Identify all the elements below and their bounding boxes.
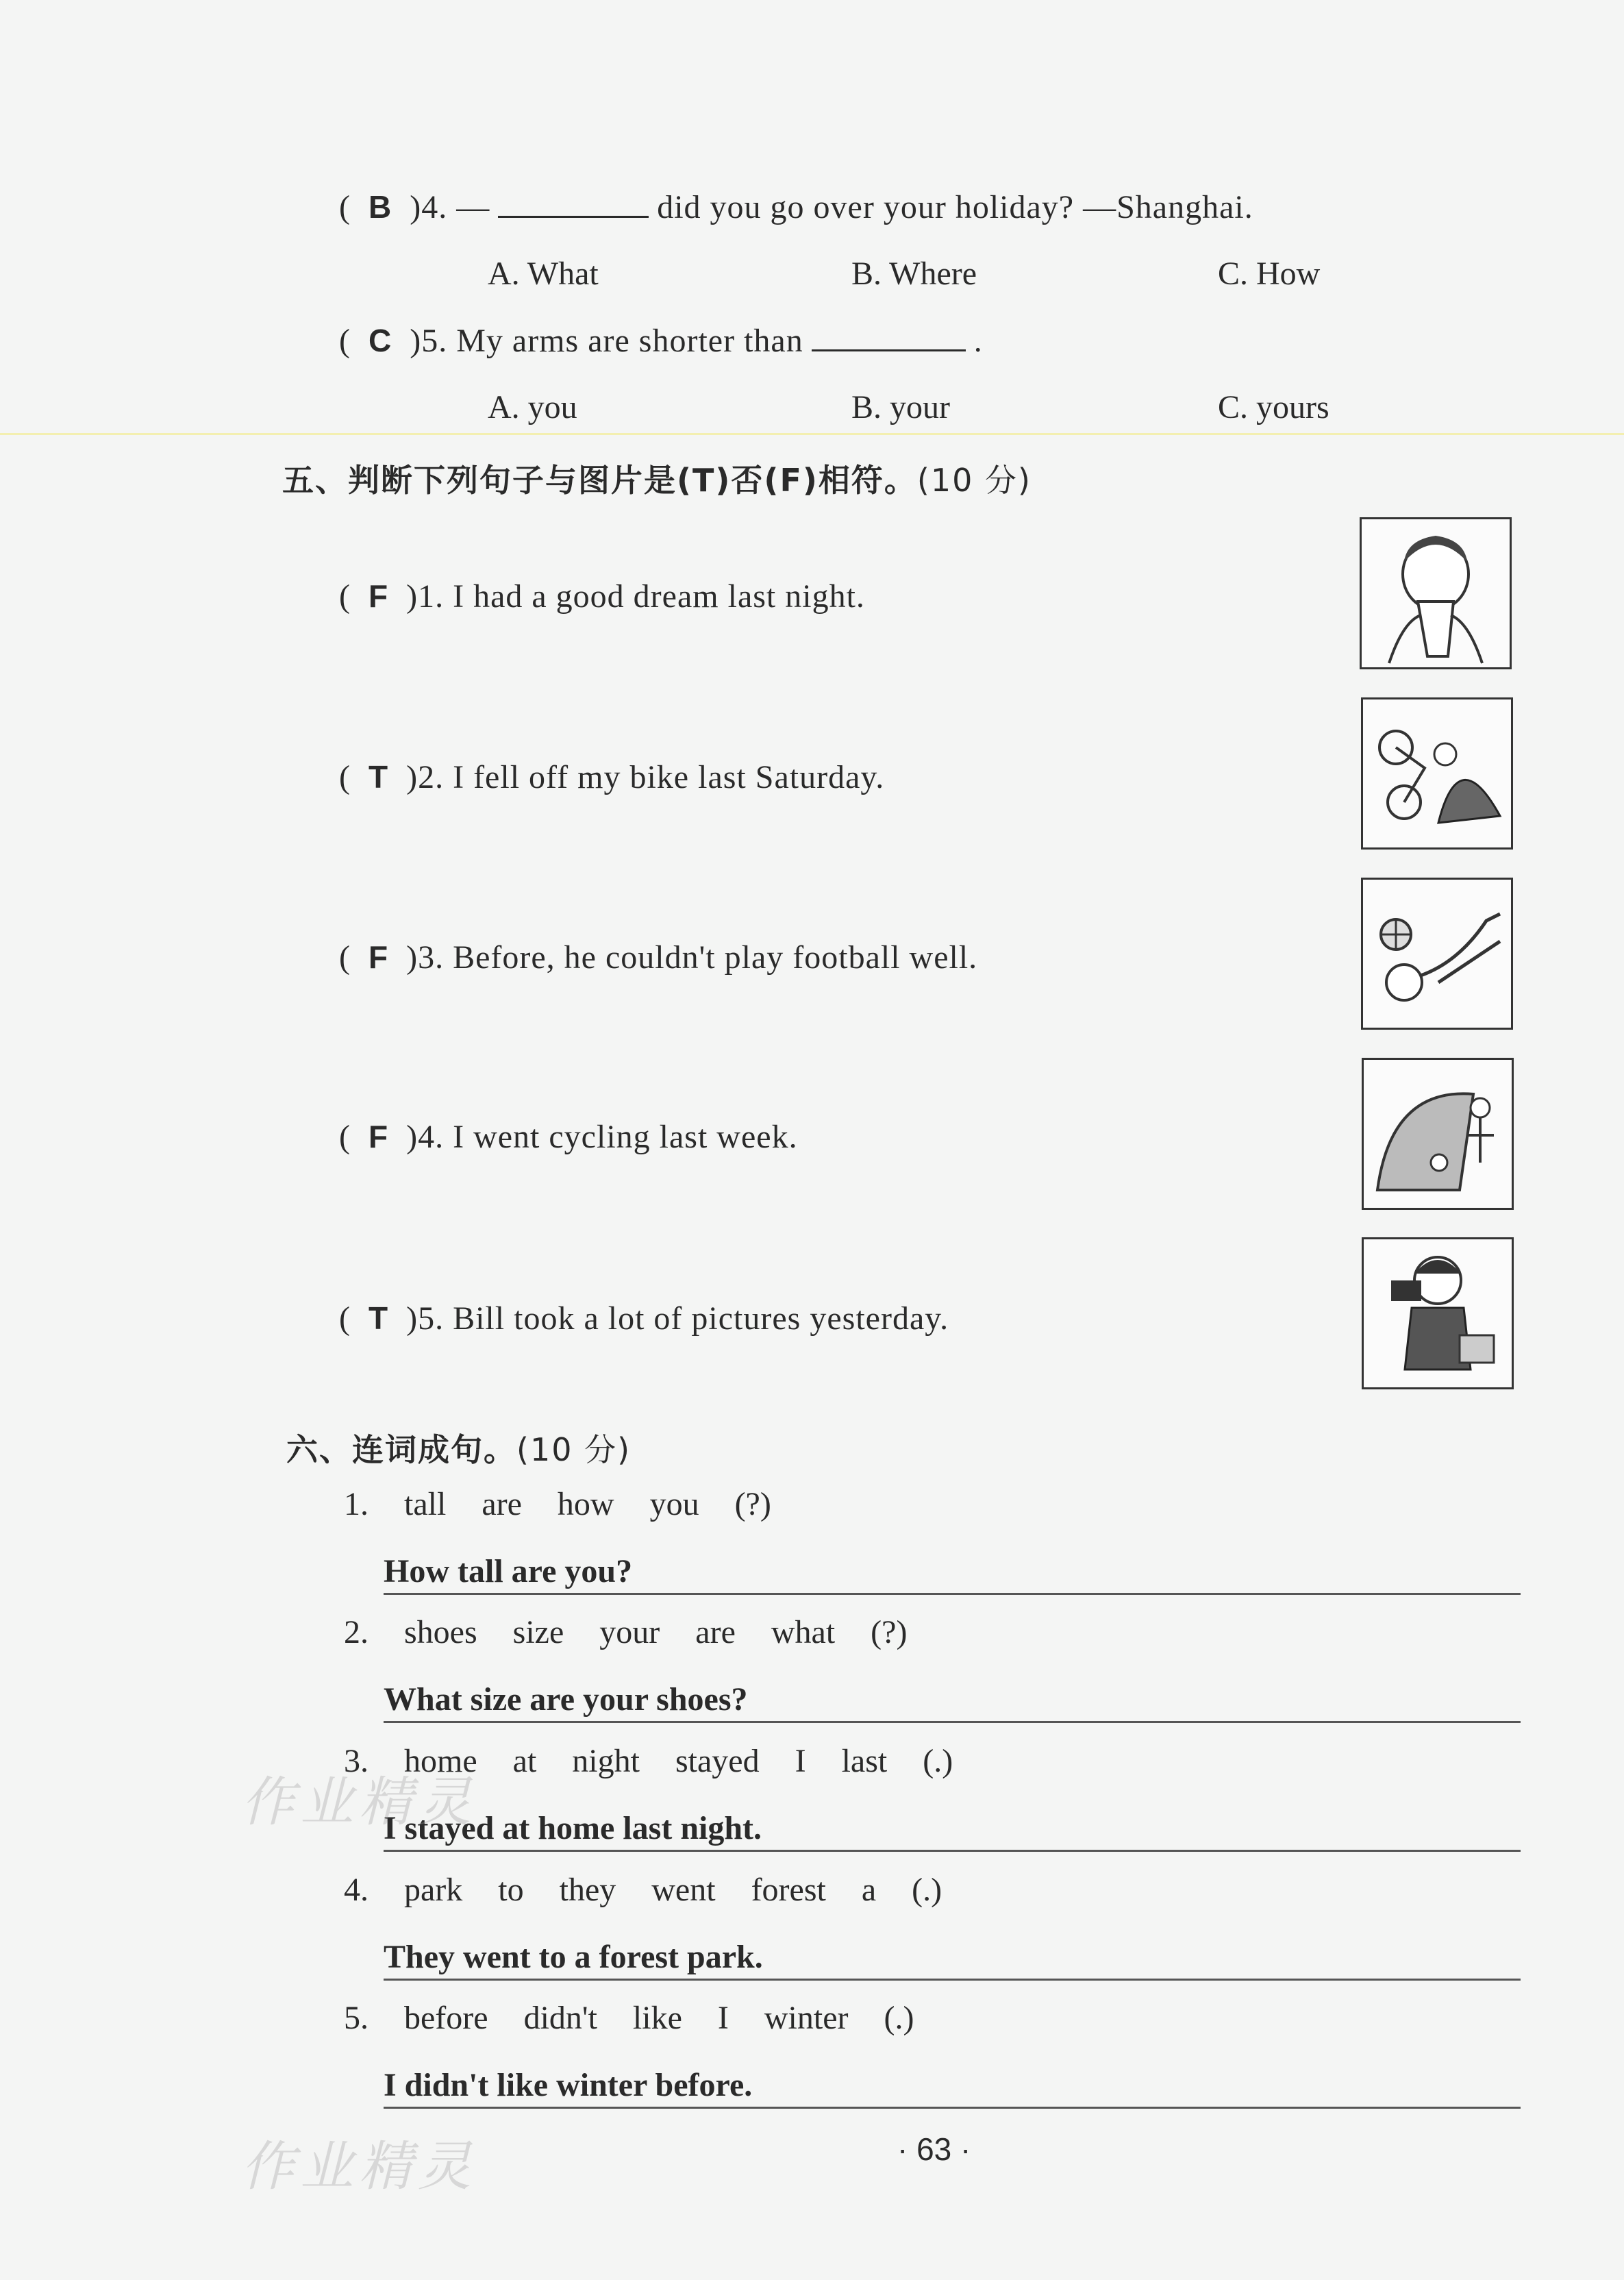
watermark: 作业精灵 (241, 1772, 477, 1833)
section6-title (286, 1425, 631, 1470)
scrambled-words-3: 3. home at night stayed I last (.) (344, 1743, 953, 1779)
tf-text-3: )3. Before, he couldn't play football well. (406, 939, 978, 976)
tf-answer-5: T (368, 1300, 389, 1336)
divider (0, 433, 1624, 435)
tf-answer-2: T (368, 759, 389, 795)
scrambled-words-4: 4. park to they went forest a (.) (344, 1872, 942, 1908)
answer-line-1 (384, 1545, 1521, 1595)
answer-2: What size are your shoes? (384, 1681, 748, 1718)
watermark: 作业精灵 (241, 2136, 477, 2198)
answer-5: I didn't like winter before. (384, 2067, 753, 2103)
mc-option-4a: A. What (488, 256, 599, 292)
mc-answer-4: B (368, 189, 392, 225)
section5-title-text: 五、判断下列句子与图片是(T)否(F)相符。 (282, 462, 917, 499)
page-number: · 63 · (897, 2131, 971, 2167)
answer-3: I stayed at home last night. (384, 1810, 762, 1846)
answer-line-4 (384, 1931, 1521, 1981)
tf-item-1: ( F )1. I had a good dream last night. (339, 578, 865, 615)
girl-sneezing-icon (1360, 517, 1512, 669)
answer-line-2 (384, 1673, 1521, 1723)
mc-option-4b: B. Where (851, 256, 977, 292)
tf-text-5: )5. Bill took a lot of pictures yesterday. (406, 1300, 949, 1337)
tf-item-2: ( T )2. I fell off my bike last Saturday. (339, 759, 885, 795)
answer-line-5 (384, 2059, 1521, 2109)
camping-tent-icon (1362, 1058, 1514, 1210)
section6-points: (10 分) (516, 1431, 632, 1468)
answer-1: How tall are you? (384, 1553, 633, 1589)
mc-number-5: )5. (410, 323, 448, 359)
mc-option-5b: B. your (851, 389, 950, 425)
basketball-player-icon (1361, 878, 1513, 1030)
mc-option-5a: A. you (488, 389, 577, 425)
section5-title (282, 456, 1032, 501)
tf-text-1: )1. I had a good dream last night. (406, 578, 865, 615)
section5-points: (10 分) (916, 462, 1032, 499)
answer-4: They went to a forest park. (384, 1939, 763, 1975)
tf-answer-3: F (368, 939, 389, 975)
tf-text-4: )4. I went cycling last week. (406, 1119, 798, 1155)
fallen-bike-icon (1361, 697, 1513, 850)
mc-answer-5: C (368, 323, 392, 358)
mc-number-4: )4. — (410, 189, 490, 225)
scrambled-words-1: 1. tall are how you (?) (344, 1486, 771, 1522)
tf-item-4: ( F )4. I went cycling last week. (339, 1119, 798, 1155)
scrambled-words-2: 2. shoes size your are what (?) (344, 1614, 908, 1650)
mc-question-5: ( C )5. My arms are shorter than . (339, 323, 983, 359)
mc-option-5c: C. yours (1218, 389, 1329, 425)
mc-stem-5-end: . (973, 323, 983, 359)
mc-question-4: ( B )4. — did you go over your holiday? —Shanghai. (339, 189, 1253, 225)
tf-item-3: ( F )3. Before, he couldn't play football well. (339, 939, 978, 976)
blank (812, 325, 966, 351)
answer-line-3 (384, 1802, 1521, 1852)
tf-answer-1: F (368, 578, 389, 614)
section6-title-text: 六、连词成句。 (286, 1431, 516, 1468)
tf-text-2: )2. I fell off my bike last Saturday. (406, 759, 885, 795)
scrambled-words-5: 5. before didn't like I winter (.) (344, 2000, 914, 2036)
blank (498, 191, 649, 218)
mc-stem-5: My arms are shorter than (456, 323, 803, 359)
mc-stem-4: did you go over your holiday? —Shanghai. (657, 189, 1253, 225)
mc-option-4c: C. How (1218, 256, 1321, 292)
tf-item-5: ( T )5. Bill took a lot of pictures yesterday. (339, 1300, 949, 1337)
boy-with-camera-icon (1362, 1237, 1514, 1389)
tf-answer-4: F (368, 1119, 389, 1154)
